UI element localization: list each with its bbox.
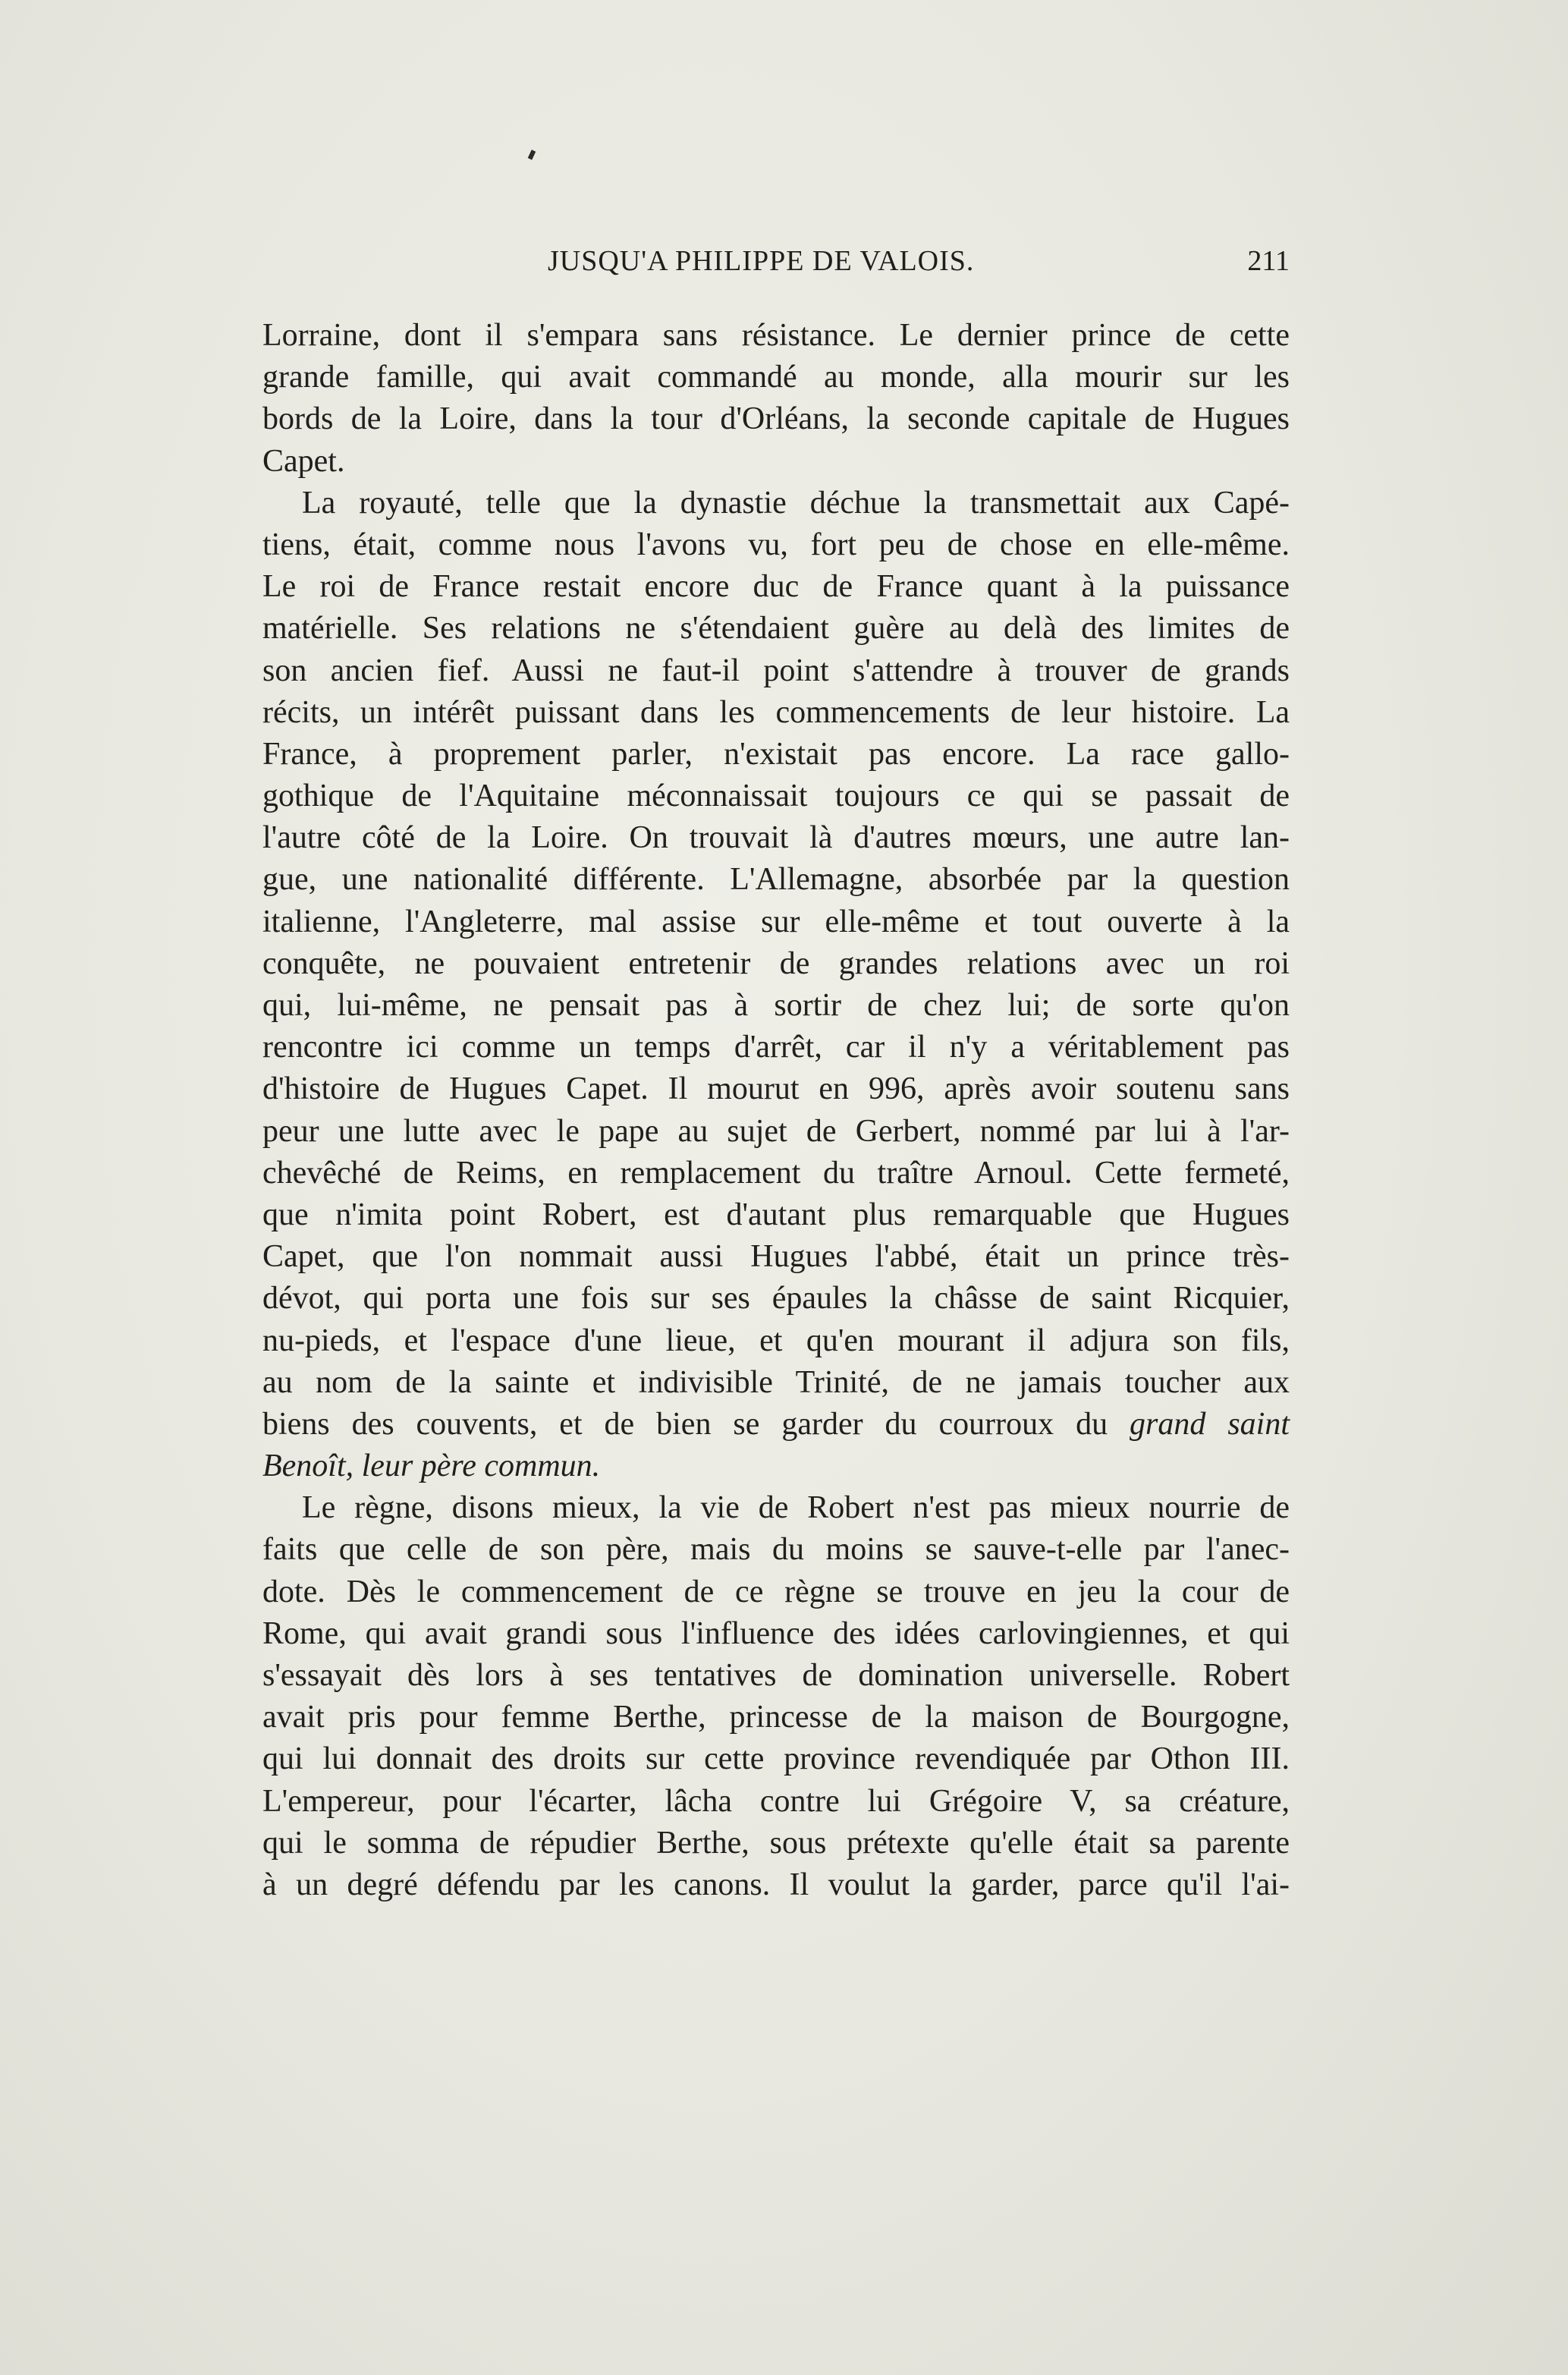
text-line: faits que celle de son père, mais du moins se sauve-t-elle par l'anec- xyxy=(262,1532,1290,1568)
text-line: Le règne, disons mieux, la vie de Robert n'est pas mieux nourrie de xyxy=(302,1490,1290,1526)
text-line: qui le somma de répudier Berthe, sous prétexte qu'elle était sa parente xyxy=(262,1825,1290,1861)
italic-text-line xyxy=(262,1445,1290,1487)
text-line: que n'imita point Robert, est d'autant plus remarquable que Hugues xyxy=(262,1197,1290,1232)
text-line: grande famille, qui avait commandé au monde, alla mourir sur les xyxy=(262,360,1290,395)
text-line: La royauté, telle que la dynastie déchue la transmettait aux Capé- xyxy=(302,485,1290,521)
text-line: qui lui donnait des droits sur cette province revendiquée par Othon III. xyxy=(262,1741,1290,1777)
text-line: avait pris pour femme Berthe, princesse de la maison de Bourgogne, xyxy=(262,1700,1290,1735)
text-line: matérielle. Ses relations ne s'étendaient guère au delà des limites de xyxy=(262,611,1290,646)
text-line: rencontre ici comme un temps d'arrêt, car il n'y a véritablement pas xyxy=(262,1030,1290,1065)
running-title: JUSQU'A PHILIPPE DE VALOIS. xyxy=(548,245,975,277)
text-line: nu-pieds, et l'espace d'une lieue, et qu'en mourant il adjura son fils, xyxy=(262,1323,1290,1358)
text-line: Capet, que l'on nommait aussi Hugues l'abbé, était un prince très- xyxy=(262,1239,1290,1275)
text-line: Le roi de France restait encore duc de France quant à la puissance xyxy=(262,569,1290,605)
text-line: récits, un intérêt puissant dans les commencements de leur histoire. La xyxy=(262,694,1290,730)
paragraph-1 xyxy=(262,315,1290,483)
paragraph-3 xyxy=(262,1487,1290,1906)
text-line: bords de la Loire, dans la tour d'Orléans, la seconde capitale de Hugues xyxy=(262,401,1290,437)
text-line: dote. Dès le commencement de ce règne se trouve en jeu la cour de xyxy=(262,1574,1290,1609)
text-line: s'essayait dès lors à ses tentatives de domination universelle. Robert xyxy=(262,1658,1290,1693)
text-line: italienne, l'Angleterre, mal assise sur elle-même et tout ouverte à la xyxy=(262,904,1290,939)
text-segment: biens des couvents, et de bien se garder du courroux du xyxy=(262,1406,1108,1442)
text-line: au nom de la sainte et indivisible Trinité, de ne jamais toucher aux xyxy=(262,1364,1290,1400)
body-text xyxy=(262,315,1290,1906)
text-line: Lorraine, dont il s'empara sans résistance. Le dernier prince de cette xyxy=(262,318,1290,353)
italic-segment: grand saint xyxy=(1108,1406,1290,1442)
text-line: France, à proprement parler, n'existait pas encore. La race gallo- xyxy=(262,736,1290,772)
page-number: 211 xyxy=(1247,245,1290,277)
text-line: chevêché de Reims, en remplacement du traître Arnoul. Cette fermeté, xyxy=(262,1155,1290,1191)
text-line: conquête, ne pouvaient entretenir de grandes relations avec un roi xyxy=(262,945,1290,981)
text-line: Rome, qui avait grandi sous l'influence des idées carlovingiennes, et qui xyxy=(262,1615,1290,1651)
ink-speck xyxy=(528,149,536,159)
text-line: qui, lui-même, ne pensait pas à sortir de chez lui; de sorte qu'on xyxy=(262,988,1290,1023)
text-line-with-italic xyxy=(262,1404,1290,1445)
text-line: l'autre côté de la Loire. On trouvait là d'autres mœurs, une autre lan- xyxy=(262,820,1290,856)
text-line: d'histoire de Hugues Capet. Il mourut en 996, après avoir soutenu sans xyxy=(262,1071,1290,1107)
text-line: Capet. xyxy=(262,443,345,479)
page-header xyxy=(262,244,1290,290)
paragraph-2 xyxy=(262,483,1290,1488)
text-line: tiens, était, comme nous l'avons vu, fort peu de chose en elle-même. xyxy=(262,527,1290,562)
text-line: son ancien fief. Aussi ne faut-il point s'attendre à trouver de grands xyxy=(262,653,1290,688)
italic-segment: Benoît, leur père commun. xyxy=(262,1449,601,1484)
text-line: L'empereur, pour l'écarter, lâcha contre lui Grégoire V, sa créature, xyxy=(262,1783,1290,1819)
text-line: à un degré défendu par les canons. Il voulut la garder, parce qu'il l'ai- xyxy=(262,1867,1290,1902)
text-line: gue, une nationalité différente. L'Allemagne, absorbée par la question xyxy=(262,862,1290,898)
text-line: gothique de l'Aquitaine méconnaissait toujours ce qui se passait de xyxy=(262,779,1290,814)
text-line: peur une lutte avec le pape au sujet de Gerbert, nommé par lui à l'ar- xyxy=(262,1113,1290,1149)
text-line: dévot, qui porta une fois sur ses épaules la châsse de saint Ricquier, xyxy=(262,1281,1290,1316)
